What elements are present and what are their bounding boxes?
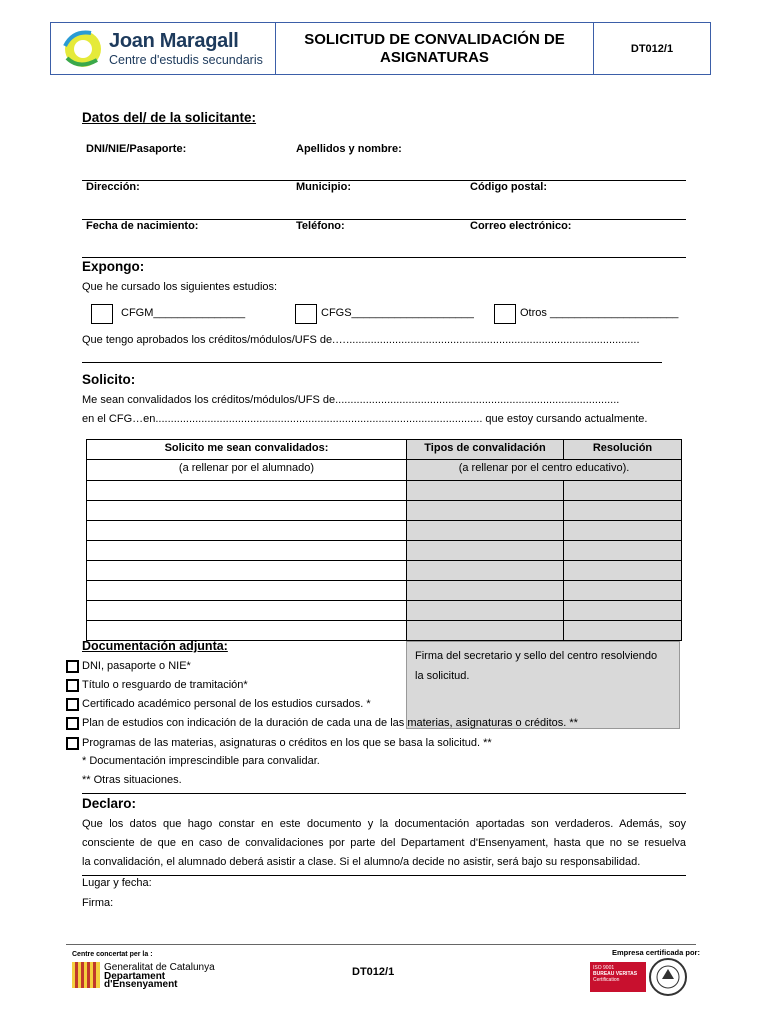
- municipio-label: Municipio:: [296, 181, 351, 193]
- dni-label: DNI/NIE/Pasaporte:: [86, 143, 187, 155]
- iso-label: ISO 9001: [593, 965, 615, 971]
- doc-checkbox-4[interactable]: [66, 717, 79, 730]
- table-row[interactable]: [86, 481, 682, 501]
- table-row[interactable]: [86, 621, 682, 641]
- solicito-title: Solicito:: [82, 372, 136, 387]
- logo-subtitle: Centre d'estudis secundaris: [109, 53, 263, 67]
- document-title: [276, 23, 594, 74]
- otros-label: Otros _____________________: [520, 307, 679, 319]
- iso-badge: [590, 962, 646, 992]
- doc-note-2: ** Otras situaciones.: [82, 774, 182, 786]
- col-resolucion-header: Resolución: [564, 440, 681, 459]
- logo-name: Joan Maragall: [109, 30, 239, 52]
- footer-code: DT012/1: [352, 966, 395, 978]
- footer-divider: [66, 944, 696, 945]
- cfgs-checkbox[interactable]: [295, 304, 317, 324]
- firma-box-line-2: la solicitud.: [415, 670, 470, 682]
- doc-checkbox-2[interactable]: [66, 679, 79, 692]
- bv-label: BUREAU VERITAS: [593, 971, 638, 977]
- fecha-line[interactable]: [82, 257, 686, 258]
- col-solicito-header: Solicito me sean convalidados:: [87, 440, 407, 459]
- generalitat-flag-icon: [72, 962, 100, 988]
- cert-label: Certification: [593, 977, 620, 983]
- declaro-title: Declaro:: [82, 796, 137, 811]
- solicito-line-1: Me sean convalidados los créditos/módulos/UFS de.............................................................................................: [82, 394, 620, 406]
- cfgm-label: CFGM_______________: [121, 307, 246, 319]
- col-tipos-header: Tipos de convalidación: [407, 440, 564, 459]
- declaro-line-3: la convalidación, el alumnado deberá asistir a clase. Si el alumno/a decide no asistir, será bajo su responsabilidad.: [82, 856, 641, 868]
- expongo-line-2: Que tengo aprobados los créditos/módulos/UFS de.…................................................................................................: [82, 334, 640, 346]
- document-header: [50, 22, 711, 75]
- table-row[interactable]: [86, 541, 682, 561]
- lugar-fecha-label: Lugar y fecha:: [82, 877, 152, 889]
- doc-checkbox-3[interactable]: [66, 698, 79, 711]
- firma-secretario-box: [406, 641, 680, 729]
- cfgs-label: CFGS____________________: [321, 307, 474, 319]
- declaro-line-1: Que los datos que hago constar en este documento y la documentación aportadas son verdaderos. Además, soy: [82, 818, 686, 830]
- telefono-label: Teléfono:: [296, 220, 345, 232]
- doc-item-5: Programas de las materias, asignaturas o créditos en los que se basa la solicitud. **: [82, 737, 492, 749]
- footer-gen-1: Generalitat de Catalunya: [104, 962, 215, 973]
- declaro-line-2: consciente de que en caso de convalidaciones por parte del Departament d'Ensenyament, hasta que no se resuelva: [82, 837, 686, 849]
- declaro-bottom-line: [82, 875, 686, 876]
- doc-checkbox-5[interactable]: [66, 737, 79, 750]
- firma-label: Firma:: [82, 897, 114, 909]
- codigo-postal-label: Código postal:: [470, 181, 547, 193]
- documentacion-title: Documentación adjunta:: [82, 639, 228, 653]
- doc-note-1: * Documentación imprescindible para convalidar.: [82, 755, 320, 767]
- apellidos-label: Apellidos y nombre:: [296, 143, 402, 155]
- footer-gen-3: d'Ensenyament: [104, 979, 178, 990]
- cfgm-checkbox[interactable]: [91, 304, 113, 324]
- solicito-line-2: en el CFG…en........................................................................................................... que estoy cursando actualmente.: [82, 413, 648, 425]
- table-header-row: [86, 439, 682, 460]
- doc-item-2: Título o resguardo de tramitación*: [82, 679, 248, 691]
- solicitante-title: Datos del/ de la solicitante:: [82, 110, 257, 125]
- footer-gen-2: Departament: [104, 971, 166, 982]
- footer-empresa: Empresa certificada por:: [612, 948, 700, 957]
- expongo-title: Expongo:: [82, 259, 145, 274]
- doc-item-3: Certificado académico personal de los estudios cursados. *: [82, 698, 371, 710]
- doc-checkbox-1[interactable]: [66, 660, 79, 673]
- dni-line[interactable]: [82, 180, 686, 181]
- title-line-1: SOLICITUD DE CONVALIDACIÓN DE: [304, 30, 565, 48]
- table-row[interactable]: [86, 581, 682, 601]
- table-row[interactable]: [86, 521, 682, 541]
- bureau-veritas-seal-icon: [648, 957, 688, 997]
- table-row[interactable]: [86, 601, 682, 621]
- otros-checkbox[interactable]: [494, 304, 516, 324]
- col-solicito-sub: (a rellenar por el alumnado): [87, 460, 407, 480]
- correo-label: Correo electrónico:: [470, 220, 572, 232]
- col-centro-sub: (a rellenar por el centro educativo).: [407, 460, 681, 480]
- expongo-line-1: Que he cursado los siguientes estudios:: [82, 281, 278, 293]
- title-line-2: ASIGNATURAS: [380, 48, 489, 66]
- document-code: DT012/1: [630, 42, 674, 55]
- table-subheader-row: [86, 460, 682, 481]
- footer-concertat: Centre concertat per la :: [72, 951, 153, 958]
- doc-item-4: Plan de estudios con indicación de la duración de cada una de las materias, asignaturas o créditos. **: [82, 717, 578, 729]
- school-logo-icon: [61, 28, 105, 70]
- fecha-nacimiento-label: Fecha de nacimiento:: [86, 220, 199, 232]
- direccion-label: Dirección:: [86, 181, 140, 193]
- declaro-top-line: [82, 793, 686, 794]
- firma-box-line-1: Firma del secretario y sello del centro resolviendo: [415, 650, 658, 662]
- table-row[interactable]: [86, 561, 682, 581]
- doc-item-1: DNI, pasaporte o NIE*: [82, 660, 191, 672]
- school-logo: [51, 23, 276, 74]
- expongo-line-blank[interactable]: [82, 362, 662, 363]
- table-row[interactable]: [86, 501, 682, 521]
